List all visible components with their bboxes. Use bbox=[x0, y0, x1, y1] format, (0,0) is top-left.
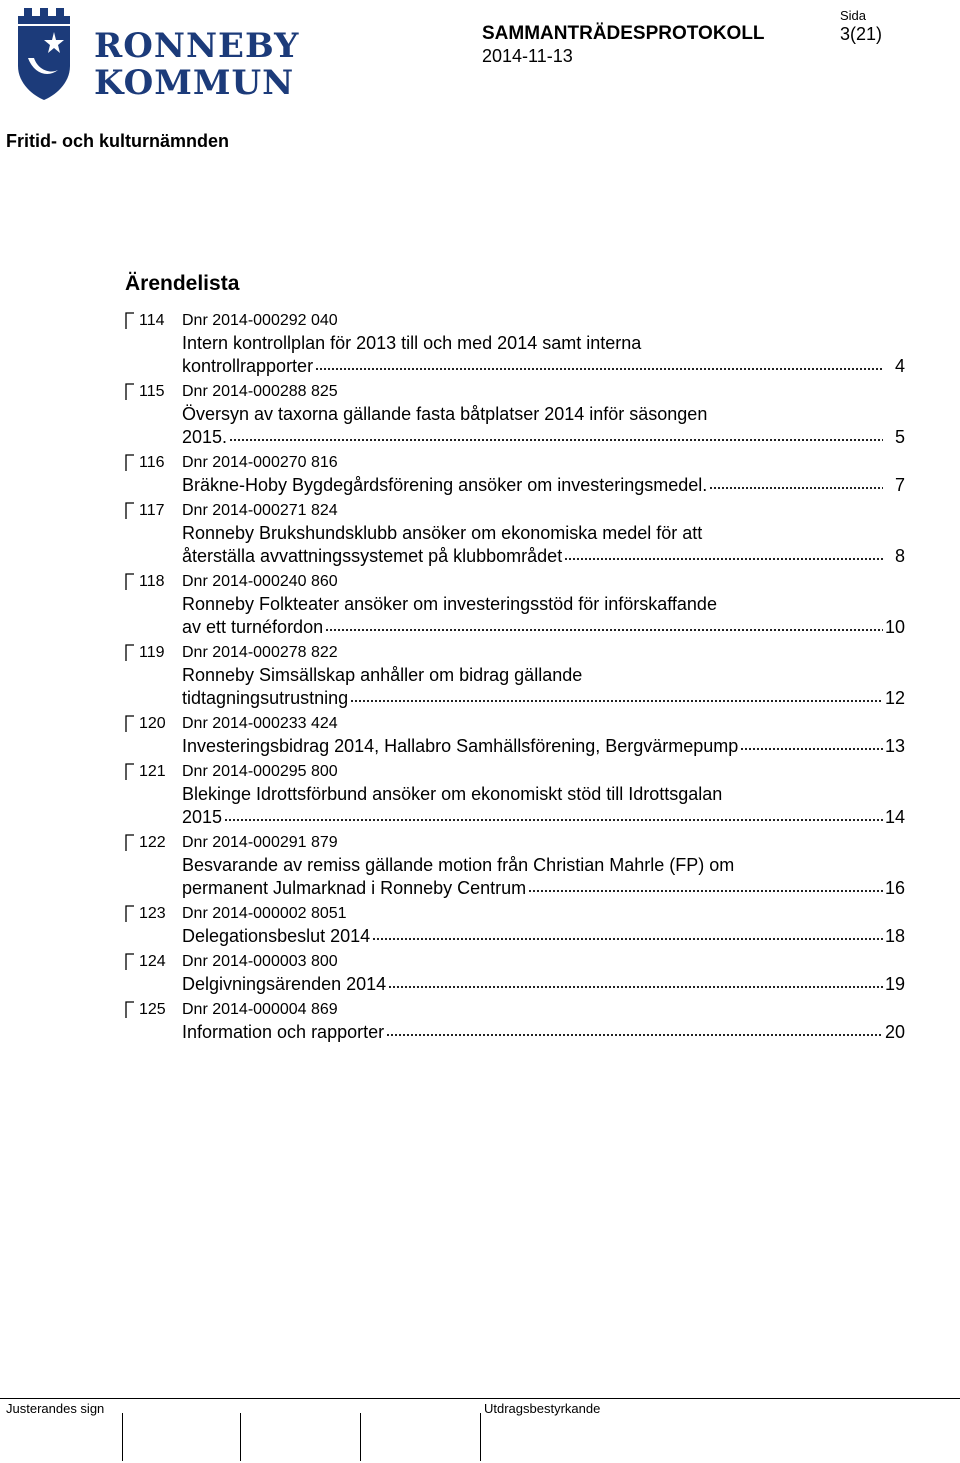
agenda-item-title: Delgivningsärenden 2014 bbox=[182, 974, 387, 994]
dot-leader bbox=[350, 699, 883, 703]
agenda-item[interactable] bbox=[125, 761, 905, 829]
agenda-item-title: Blekinge Idrottsförbund ansöker om ekonomiskt stöd till Idrottsgalan bbox=[182, 784, 723, 804]
signature-box-divider bbox=[360, 1413, 361, 1461]
dot-leader bbox=[388, 985, 883, 989]
dot-leader bbox=[740, 747, 883, 751]
agenda-item-number: 114 bbox=[139, 312, 165, 329]
agenda-item-title-last-line bbox=[182, 806, 905, 829]
agenda-item-page-number: 12 bbox=[884, 688, 905, 708]
justerandes-sign-label: Justerandes sign bbox=[6, 1401, 105, 1416]
agenda-item-title-last-line bbox=[182, 355, 905, 378]
agenda-item-title-last-line bbox=[182, 973, 905, 996]
agenda-item-number: 125 bbox=[139, 1001, 166, 1018]
agenda-list-heading: Ärendelista bbox=[125, 272, 240, 295]
dot-leader bbox=[564, 557, 883, 561]
agenda-item-page-number: 18 bbox=[884, 926, 905, 946]
logo-line-1: RONNEBY bbox=[94, 26, 300, 66]
agenda-item-page-number: 4 bbox=[894, 356, 905, 376]
agenda-item-title: Ronneby Brukshundsklubb ansöker om ekonomiska medel för att bbox=[182, 523, 703, 543]
signature-box-divider bbox=[240, 1413, 241, 1461]
agenda-item-dnr: Dnr 2014-000271 824 bbox=[182, 502, 338, 519]
agenda-item-dnr: Dnr 2014-000002 8051 bbox=[182, 905, 347, 922]
agenda-item-title: tidtagningsutrustning bbox=[182, 688, 349, 708]
agenda-item-number: 117 bbox=[139, 502, 165, 519]
utdragsbestyrkande-label: Utdragsbestyrkande bbox=[484, 1401, 601, 1416]
agenda-item[interactable] bbox=[125, 903, 905, 948]
footer-divider bbox=[0, 1398, 960, 1399]
agenda-item-number: 122 bbox=[139, 834, 166, 851]
signature-footer bbox=[0, 1398, 960, 1463]
agenda-item-page-number: 20 bbox=[884, 1022, 905, 1042]
agenda-item-dnr: Dnr 2014-000288 825 bbox=[182, 383, 338, 400]
agenda-item-title: Ronneby Simsällskap anhåller om bidrag gällande bbox=[182, 665, 583, 685]
hyperlink-marker-icon bbox=[125, 715, 135, 733]
agenda-item-page-number: 10 bbox=[884, 617, 905, 637]
page-label: Sida bbox=[840, 8, 867, 23]
agenda-item-title: Ronneby Folkteater ansöker om investeringsstöd för införskaffande bbox=[182, 594, 717, 614]
agenda-item[interactable] bbox=[125, 381, 905, 449]
agenda-item[interactable] bbox=[125, 642, 905, 710]
dot-leader bbox=[386, 1033, 883, 1037]
agenda-item-title: Delegationsbeslut 2014 bbox=[182, 926, 371, 946]
agenda-item-dnr: Dnr 2014-000270 816 bbox=[182, 454, 338, 471]
agenda-item[interactable] bbox=[125, 310, 905, 378]
agenda-item-title: Bräkne-Hoby Bygdegårdsförening ansöker om investeringsmedel. bbox=[182, 475, 708, 495]
dot-leader bbox=[709, 486, 883, 490]
agenda-item-dnr: Dnr 2014-000233 424 bbox=[182, 715, 338, 732]
agenda-item-title-last-line bbox=[182, 545, 905, 568]
hyperlink-marker-icon bbox=[125, 644, 135, 662]
agenda-item-page-number: 19 bbox=[884, 974, 905, 994]
agenda-item-dnr: Dnr 2014-000295 800 bbox=[182, 763, 338, 780]
document-type-title: SAMMANTRÄDESPROTOKOLL bbox=[482, 23, 765, 44]
agenda-item-title-last-line bbox=[182, 474, 905, 497]
agenda-item[interactable] bbox=[125, 832, 905, 900]
dot-leader bbox=[315, 367, 883, 371]
agenda-item-page-number: 7 bbox=[894, 475, 905, 495]
agenda-item-title: kontrollrapporter bbox=[182, 356, 314, 376]
agenda-item-title: Information och rapporter bbox=[182, 1022, 385, 1042]
agenda-item[interactable] bbox=[125, 571, 905, 639]
hyperlink-marker-icon bbox=[125, 502, 135, 520]
agenda-item-page-number: 14 bbox=[884, 807, 905, 827]
agenda-item-number: 124 bbox=[139, 953, 166, 970]
hyperlink-marker-icon bbox=[125, 573, 135, 591]
agenda-item-title: 2015 bbox=[182, 807, 223, 827]
agenda-item-number: 115 bbox=[139, 383, 165, 400]
agenda-list bbox=[125, 310, 905, 1047]
agenda-item-number: 121 bbox=[139, 763, 166, 780]
agenda-item-title-last-line bbox=[182, 925, 905, 948]
page-number: 3(21) bbox=[840, 24, 883, 44]
agenda-item-dnr: Dnr 2014-000240 860 bbox=[182, 573, 338, 590]
hyperlink-marker-icon bbox=[125, 763, 135, 781]
dot-leader bbox=[372, 937, 883, 941]
hyperlink-marker-icon bbox=[125, 953, 135, 971]
agenda-item-number: 123 bbox=[139, 905, 166, 922]
agenda-item-title-last-line bbox=[182, 687, 905, 710]
agenda-item-title-last-line bbox=[182, 877, 905, 900]
agenda-item-number: 116 bbox=[139, 454, 165, 471]
agenda-item-title-last-line bbox=[182, 426, 905, 449]
hyperlink-marker-icon bbox=[125, 312, 135, 330]
coat-of-arms-icon bbox=[14, 4, 80, 102]
agenda-item[interactable] bbox=[125, 452, 905, 497]
meeting-date: 2014-11-13 bbox=[482, 46, 573, 66]
committee-name: Fritid- och kulturnämnden bbox=[6, 131, 229, 151]
hyperlink-marker-icon bbox=[125, 1001, 135, 1019]
dot-leader bbox=[325, 628, 883, 632]
agenda-item-title-last-line bbox=[182, 1021, 905, 1044]
agenda-item-title: av ett turnéfordon bbox=[182, 617, 324, 637]
agenda-item[interactable] bbox=[125, 999, 905, 1044]
agenda-item-number: 118 bbox=[139, 573, 165, 590]
hyperlink-marker-icon bbox=[125, 834, 135, 852]
agenda-item-title: Besvarande av remiss gällande motion från Christian Mahrle (FP) om bbox=[182, 855, 735, 875]
agenda-item-page-number: 16 bbox=[884, 878, 905, 898]
agenda-item-number: 119 bbox=[139, 644, 165, 661]
agenda-item-title-last-line bbox=[182, 616, 905, 639]
signature-box-divider bbox=[122, 1413, 123, 1461]
agenda-item[interactable] bbox=[125, 951, 905, 996]
agenda-item-page-number: 8 bbox=[894, 546, 905, 566]
agenda-item[interactable] bbox=[125, 500, 905, 568]
dot-leader bbox=[528, 889, 883, 893]
agenda-item-title: permanent Julmarknad i Ronneby Centrum bbox=[182, 878, 527, 898]
agenda-item[interactable] bbox=[125, 713, 905, 758]
agenda-item-title-last-line bbox=[182, 735, 905, 758]
agenda-item-dnr: Dnr 2014-000003 800 bbox=[182, 953, 338, 970]
agenda-item-title: Investeringsbidrag 2014, Hallabro Samhällsförening, Bergvärmepump bbox=[182, 736, 739, 756]
signature-box-divider bbox=[480, 1413, 481, 1461]
dot-leader bbox=[229, 438, 883, 442]
agenda-item-dnr: Dnr 2014-000292 040 bbox=[182, 312, 338, 329]
hyperlink-marker-icon bbox=[125, 454, 135, 472]
agenda-item-title: Översyn av taxorna gällande fasta båtplatser 2014 inför säsongen bbox=[182, 404, 708, 424]
hyperlink-marker-icon bbox=[125, 905, 135, 923]
agenda-item-dnr: Dnr 2014-000004 869 bbox=[182, 1001, 338, 1018]
agenda-item-page-number: 13 bbox=[884, 736, 905, 756]
agenda-item-title: 2015. bbox=[182, 427, 228, 447]
dot-leader bbox=[224, 818, 883, 822]
agenda-item-title: Intern kontrollplan för 2013 till och med 2014 samt interna bbox=[182, 333, 642, 353]
logo-line-2: KOMMUN bbox=[94, 63, 295, 103]
agenda-item-number: 120 bbox=[139, 715, 166, 732]
hyperlink-marker-icon bbox=[125, 383, 135, 401]
agenda-item-dnr: Dnr 2014-000291 879 bbox=[182, 834, 338, 851]
ronneby-kommun-logo bbox=[14, 4, 300, 104]
agenda-item-page-number: 5 bbox=[894, 427, 905, 447]
agenda-item-dnr: Dnr 2014-000278 822 bbox=[182, 644, 338, 661]
agenda-item-title: återställa avvattningssystemet på klubbområdet bbox=[182, 546, 563, 566]
